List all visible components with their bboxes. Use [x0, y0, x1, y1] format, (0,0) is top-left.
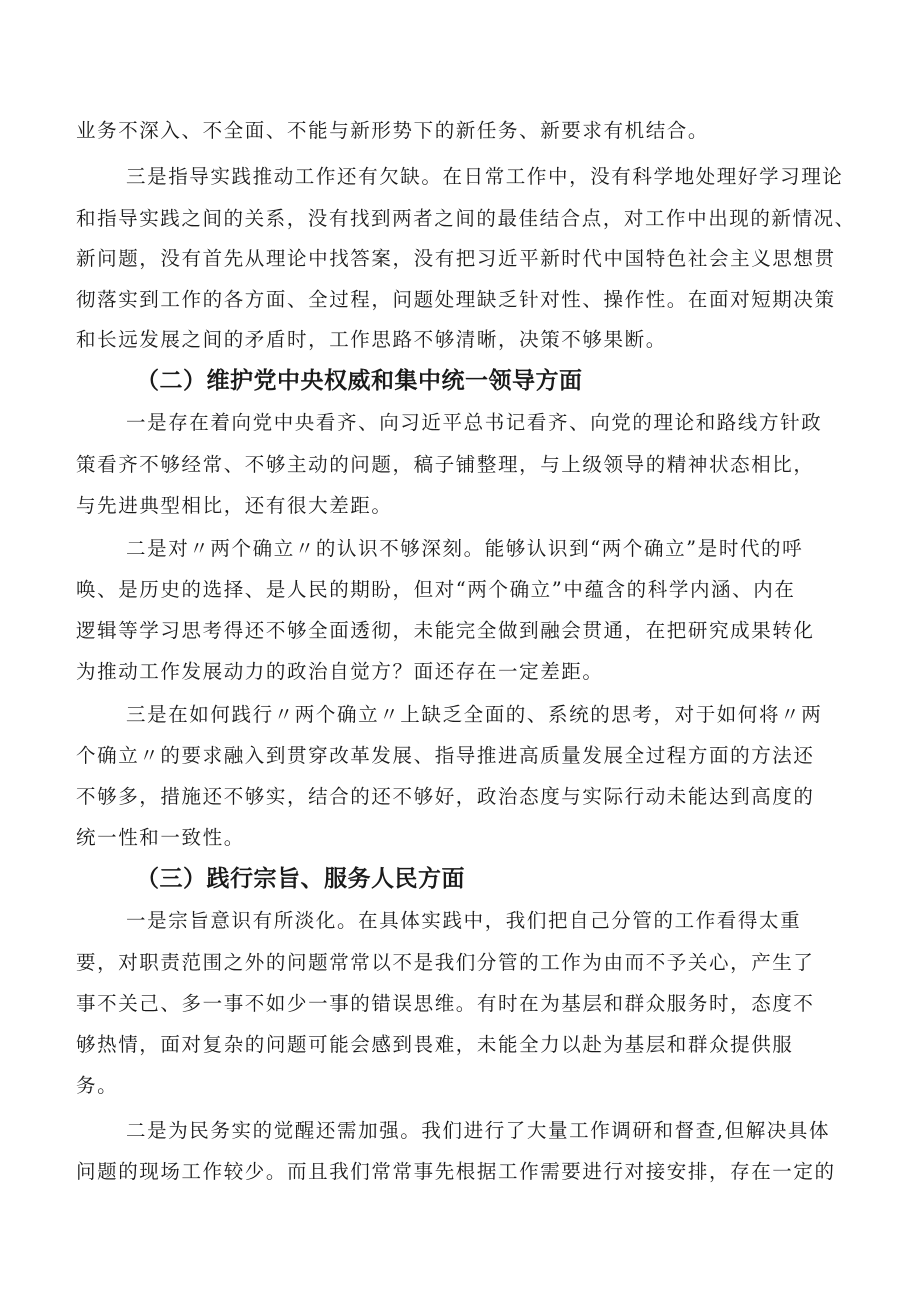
paragraph-line: 唤、是历史的选择、是人民的期盼，但对“两个确立”中蕴含的科学内涵、内在 — [76, 578, 796, 601]
paragraph-line: 策看齐不够经常、不够主动的问题，稿子铺整理，与上级领导的精神状态相比， — [76, 453, 815, 476]
paragraph-line: 问题的现场工作较少。而且我们常常事先根据工作需要进行对接安排，存在一定的 — [76, 1160, 836, 1183]
paragraph-line: 业务不深入、不全面、不能与新形势下的新任务、新要求有机结合。 — [76, 119, 710, 142]
paragraph-line: 一是存在着向党中央看齐、向习近平总书记看齐、向党的理论和路线方针政 — [126, 411, 823, 434]
paragraph-line: 彻落实到工作的各方面、全过程，问题处理缺乏针对性、操作性。在面对短期决策 — [76, 288, 836, 311]
paragraph-line: 与先进典型相比，还有很大差距。 — [76, 494, 393, 517]
paragraph-line: 三是指导实践推动工作还有欠缺。在日常工作中，没有科学地处理好学习理论 — [126, 165, 844, 188]
paragraph-line: 逻辑等学习思考得还不够全面透彻，未能完全做到融会贯通，在把研究成果转化 — [76, 619, 815, 642]
paragraph-line: 务。 — [76, 1074, 119, 1097]
paragraph-line: 一是宗旨意识有所淡化。在具体实践中，我们把自己分管的工作看得太重 — [126, 909, 802, 932]
paragraph-line: 个确立〃的要求融入到贯穿改革发展、指导推进高质量发展全过程方面的方法还 — [76, 744, 815, 767]
paragraph-line: 为推动工作发展动力的政治自觉方？面还存在一定差距。 — [76, 660, 604, 683]
section-heading: （三）践行宗旨、服务人民方面 — [136, 866, 465, 892]
paragraph-line: 够热情，面对复杂的问题可能会感到畏难，未能全力以赴为基层和群众提供服 — [76, 1033, 794, 1056]
paragraph-line: 和长远发展之间的矛盾时，工作思路不够清晰，决策不够果断。 — [76, 328, 667, 351]
section-heading: （二）维护党中央权威和集中统一领导方面 — [136, 368, 583, 394]
paragraph-line: 二是为民务实的觉醒还需加强。我们进行了大量工作调研和督查,但解决具体 — [126, 1119, 831, 1142]
paragraph-line: 新问题，没有首先从理论中找答案，没有把习近平新时代中国特色社会主义思想贯 — [76, 247, 836, 270]
paragraph-line: 统一性和一致性。 — [76, 826, 245, 849]
paragraph-line: 事不关己、多一事不如少一事的错误思维。有时在为基层和群众服务时，态度不 — [76, 992, 815, 1015]
paragraph-line: 二是对〃两个确立〃的认识不够深刻。能够认识到“两个确立”是时代的呼 — [126, 537, 804, 560]
paragraph-line: 和指导实践之间的关系，没有找到两者之间的最佳结合点，对工作中出现的新情况、 — [76, 207, 856, 230]
paragraph-line: 三是在如何践行〃两个确立〃上缺乏全面的、系统的思考，对于如何将〃两 — [126, 703, 823, 726]
paragraph-line: 要，对职责范围之外的问题常常以不是我们分管的工作为由而不予关心，产生了 — [76, 951, 815, 974]
paragraph-line: 不够多，措施还不够实，结合的还不够好，政治态度与实际行动未能达到高度的 — [76, 785, 815, 808]
